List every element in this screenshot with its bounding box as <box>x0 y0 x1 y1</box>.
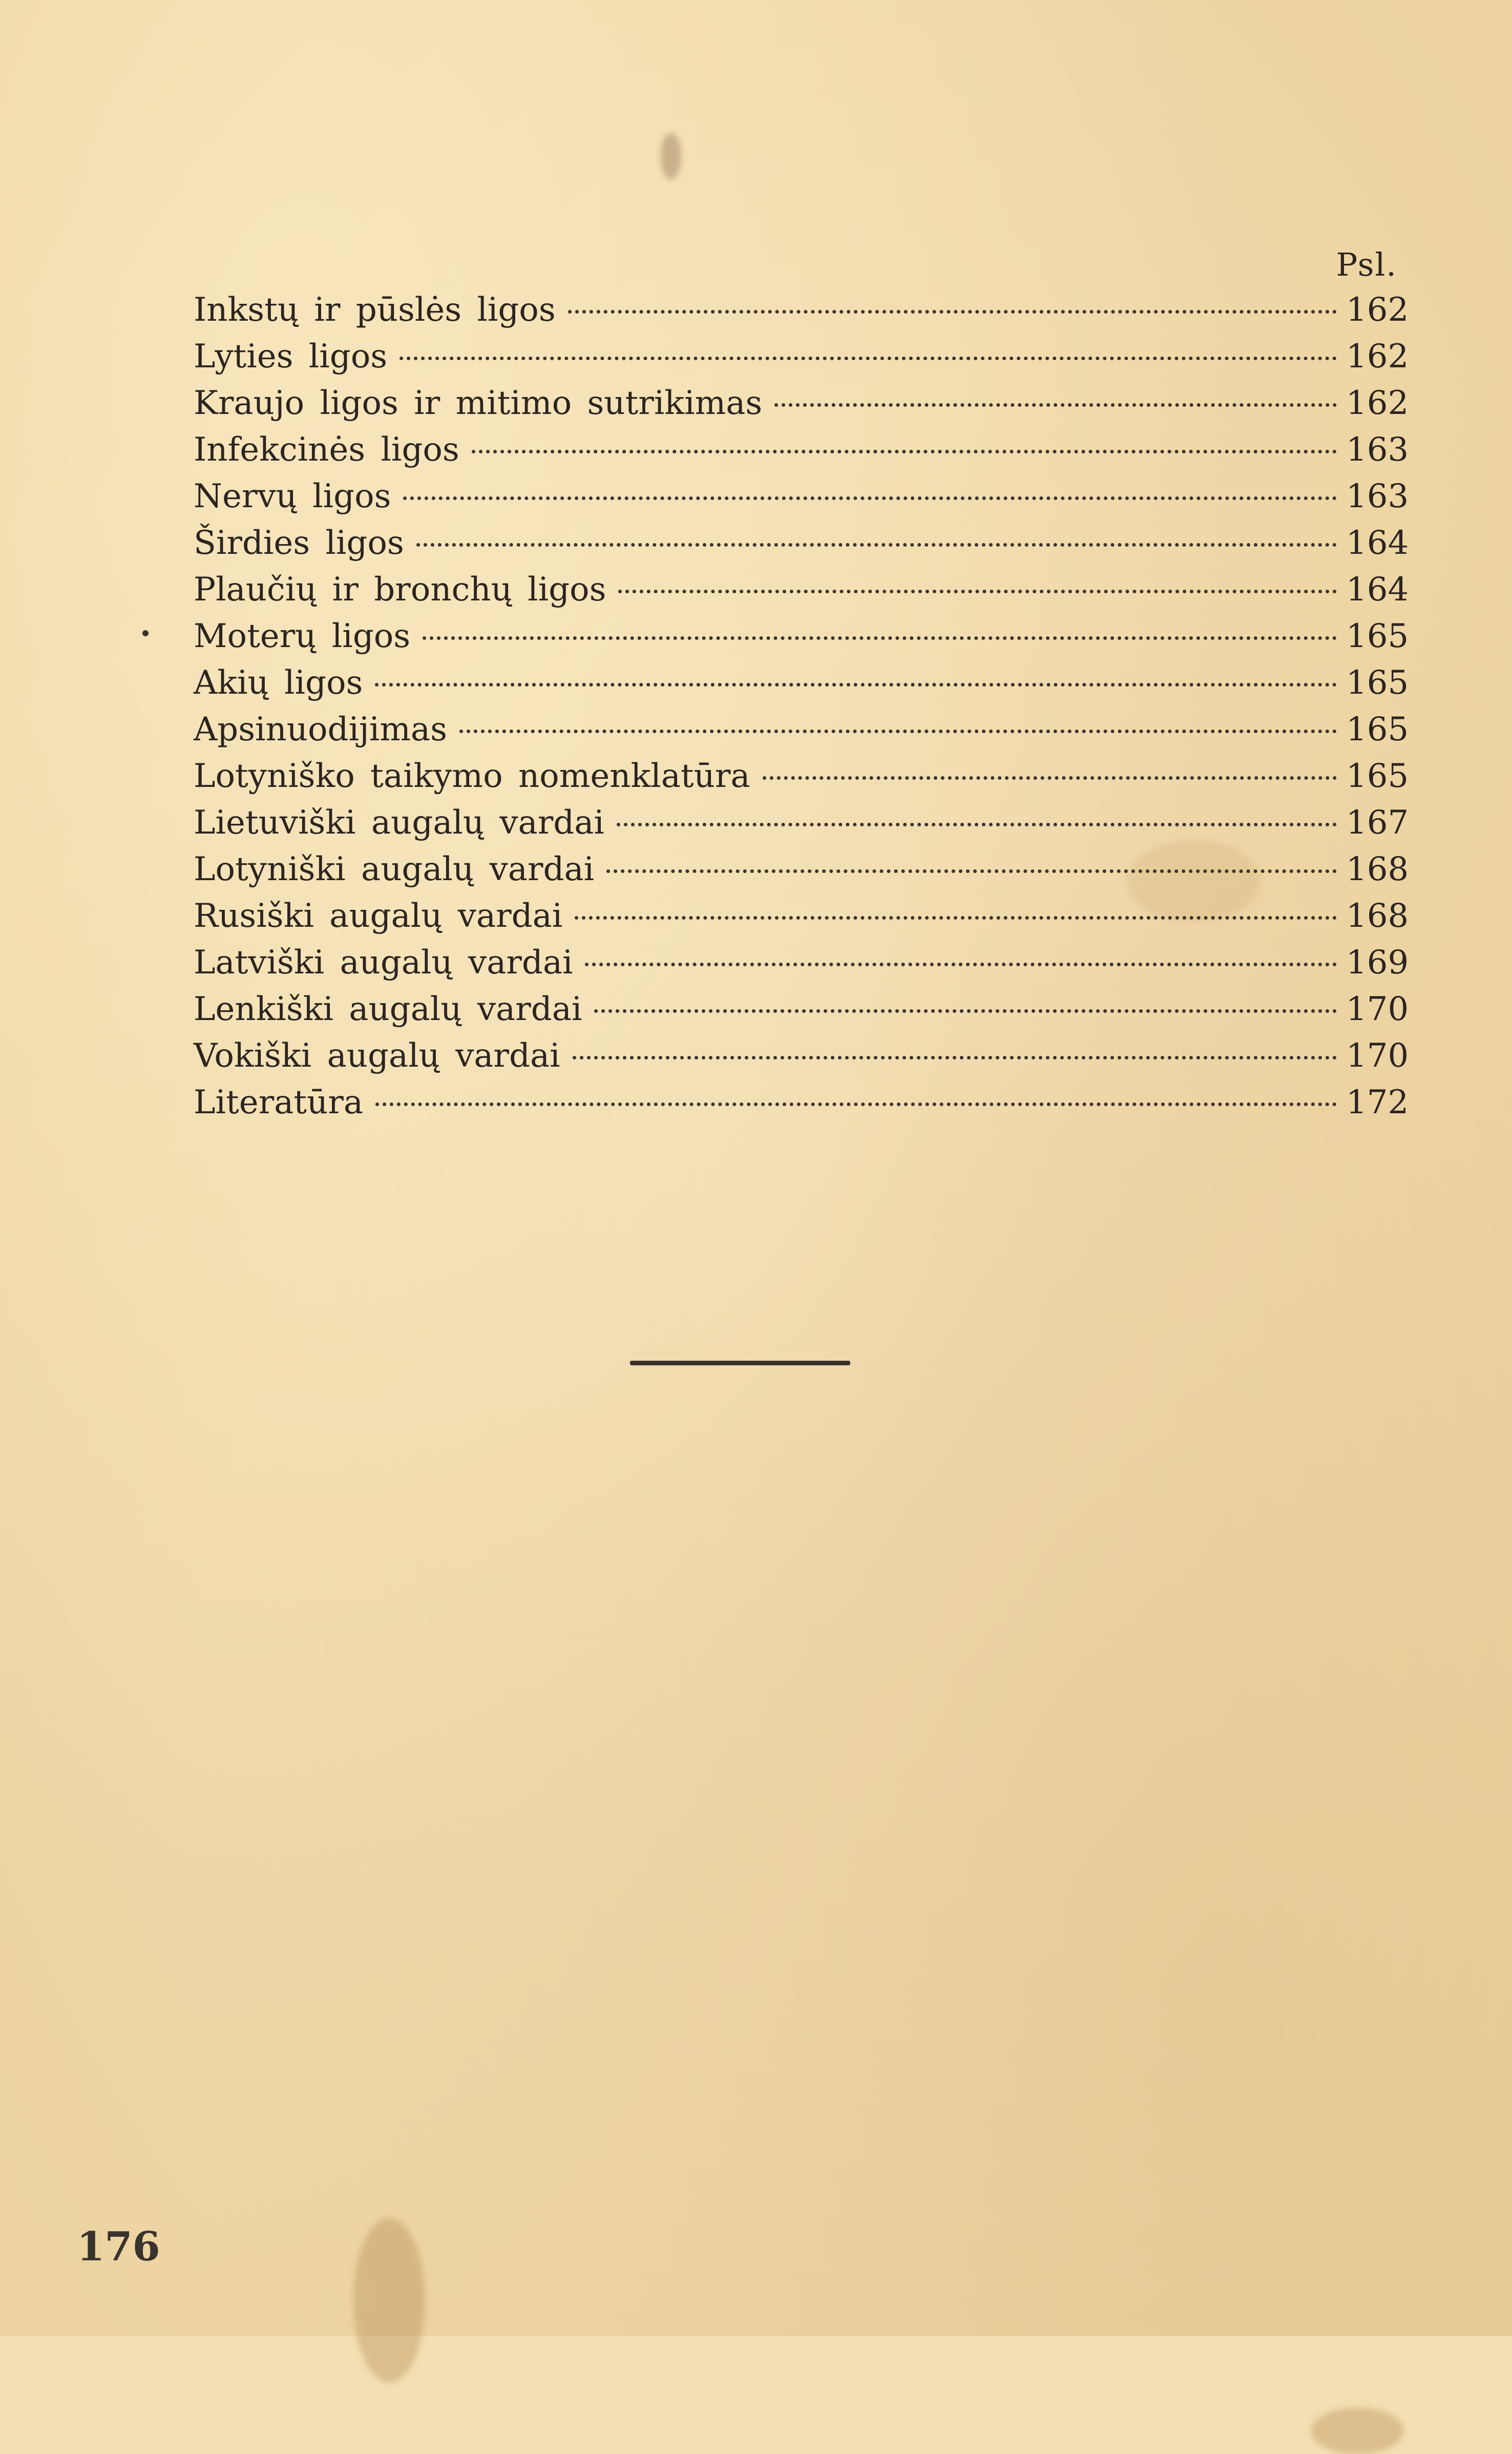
toc-dot-leader <box>763 776 1337 780</box>
toc-entry-page: 172 <box>1346 1084 1409 1121</box>
toc-entry-page: 162 <box>1346 338 1409 376</box>
toc-dot-leader <box>617 823 1337 826</box>
toc-entry-page: 168 <box>1346 850 1409 888</box>
toc-entry-title: Lietuviški augalų vardai <box>194 804 604 842</box>
toc-entry <box>194 850 1409 897</box>
toc-entry-page: 163 <box>1346 477 1409 515</box>
toc-entry <box>194 944 1409 990</box>
toc-entry <box>194 1084 1409 1130</box>
toc-entry-page: 165 <box>1346 617 1409 655</box>
toc-dot-leader <box>416 543 1337 547</box>
toc-entry-page: 164 <box>1346 571 1409 609</box>
toc-entry-page: 162 <box>1346 291 1409 329</box>
toc-dot-leader <box>423 636 1337 640</box>
toc-entry-page: 162 <box>1346 384 1409 422</box>
toc-entry-title: Moterų ligos <box>194 617 411 655</box>
toc-entry-title: Vokiški augalų vardai <box>194 1037 560 1075</box>
toc-list <box>194 291 1409 1130</box>
toc-entry-title: Apsinuodijimas <box>194 711 447 748</box>
toc-dot-leader <box>459 730 1337 733</box>
toc-entry-page: 170 <box>1346 990 1409 1028</box>
toc-dot-leader <box>606 869 1337 873</box>
toc-entry <box>194 431 1409 477</box>
section-divider-rule <box>630 1361 850 1365</box>
toc-entry <box>194 571 1409 617</box>
page-column-label: Psl. <box>1336 246 1397 283</box>
toc-entry-title: Literatūra <box>194 1084 363 1121</box>
toc-dot-leader <box>375 1103 1337 1106</box>
toc-entry-page: 170 <box>1346 1037 1409 1075</box>
page-stain <box>353 2218 425 2382</box>
toc-entry-title: Rusiški augalų vardai <box>194 897 563 935</box>
page-number: 176 <box>77 2223 160 2270</box>
toc-entry-page: 165 <box>1346 757 1409 795</box>
toc-entry <box>194 897 1409 944</box>
toc-entry <box>194 804 1409 850</box>
toc-entry <box>194 524 1409 571</box>
toc-entry-title: Nervų ligos <box>194 477 391 515</box>
toc-entry-title: Akių ligos <box>194 664 363 702</box>
toc-entry-page: 168 <box>1346 897 1409 935</box>
toc-entry-title: Lenkiški augalų vardai <box>194 990 582 1028</box>
toc-entry <box>194 990 1409 1037</box>
margin-dot <box>142 630 149 636</box>
toc-entry-title: Lotyniško taikymo nomenklatūra <box>194 757 750 795</box>
toc-entry <box>194 711 1409 757</box>
toc-entry <box>194 757 1409 804</box>
toc-entry <box>194 477 1409 524</box>
toc-entry-title: Lotyniški augalų vardai <box>194 850 595 888</box>
toc-entry-title: Latviški augalų vardai <box>194 944 573 982</box>
toc-entry <box>194 291 1409 338</box>
toc-dot-leader <box>573 1056 1337 1059</box>
toc-dot-leader <box>618 590 1337 593</box>
page-stain <box>1311 2408 1403 2454</box>
toc-entry <box>194 384 1409 431</box>
toc-entry-title: Infekcinės ligos <box>194 431 459 469</box>
toc-entry-page: 165 <box>1346 664 1409 702</box>
toc-entry <box>194 338 1409 384</box>
toc-dot-leader <box>472 450 1337 453</box>
toc-entry-title: Plaučių ir bronchų ligos <box>194 571 606 609</box>
toc-dot-leader <box>400 357 1337 360</box>
toc-entry-title: Širdies ligos <box>194 524 404 562</box>
toc-dot-leader <box>594 1009 1337 1013</box>
toc-entry-page: 164 <box>1346 524 1409 562</box>
toc-dot-leader <box>774 403 1337 407</box>
toc-dot-leader <box>568 310 1337 314</box>
toc-entry-page: 165 <box>1346 711 1409 748</box>
toc-dot-leader <box>585 963 1337 966</box>
toc-dot-leader <box>375 683 1337 687</box>
toc-entry-page: 167 <box>1346 804 1409 842</box>
page-stain <box>661 133 681 179</box>
toc-entry-page: 163 <box>1346 431 1409 469</box>
toc-entry <box>194 664 1409 711</box>
toc-entry <box>194 617 1409 664</box>
toc-entry-title: Lyties ligos <box>194 338 388 376</box>
toc-entry <box>194 1037 1409 1084</box>
toc-entry-page: 169 <box>1346 944 1409 982</box>
toc-dot-leader <box>575 916 1337 920</box>
toc-dot-leader <box>403 496 1337 500</box>
toc-entry-title: Inkstų ir pūslės ligos <box>194 291 556 329</box>
toc-entry-title: Kraujo ligos ir mitimo sutrikimas <box>194 384 763 422</box>
